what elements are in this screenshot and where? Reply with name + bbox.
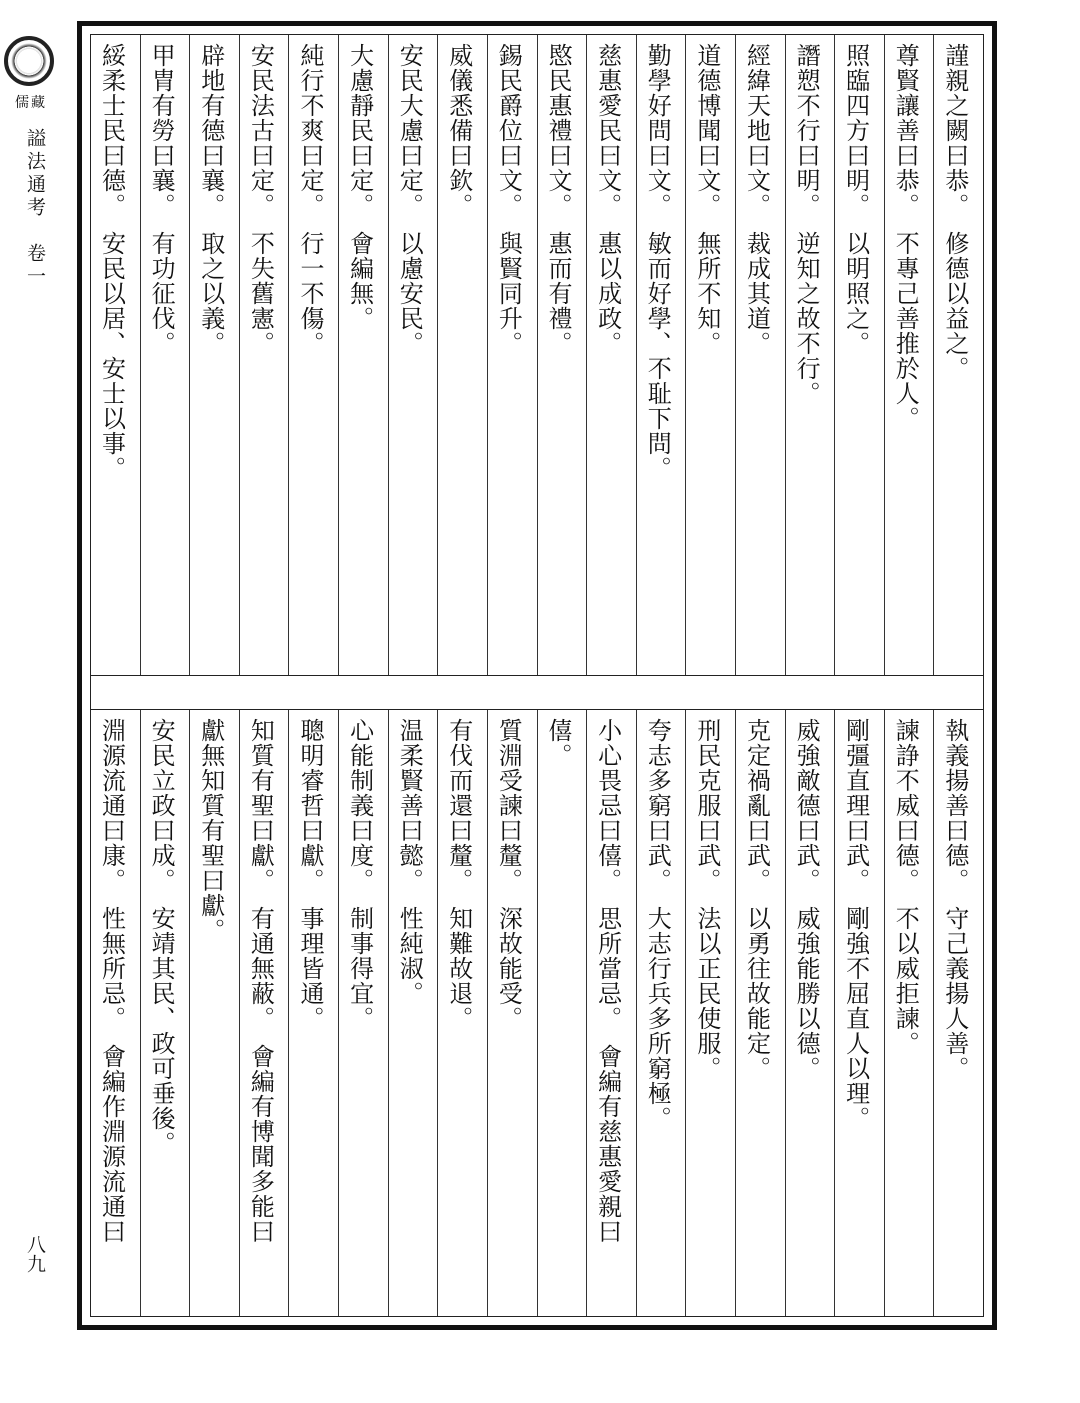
- text-column: [735, 35, 785, 675]
- text-column: [338, 710, 388, 1316]
- column-text: 尊賢讓善曰恭。 不專己善推於人。: [891, 43, 920, 431]
- column-text: 威儀悉備曰欽。: [444, 43, 473, 218]
- text-column: [933, 710, 983, 1316]
- text-column: [189, 710, 239, 1316]
- column-text: 刑民克服曰武。 法以正民使服。: [692, 718, 721, 1081]
- text-column: [437, 710, 487, 1316]
- column-text: 夸志多窮曰武。 大志行兵多所窮極。: [643, 718, 672, 1131]
- column-text: 聰明睿哲曰獻。 事理皆通。: [295, 718, 324, 1031]
- text-column: [338, 35, 388, 675]
- column-text: 淵源流通曰康。 性無所忌。 會編作淵源流通曰: [97, 718, 126, 1244]
- column-text: 獻無知質有聖曰獻。: [196, 718, 225, 943]
- column-text: 譖愬不行曰明。 逆知之故不行。: [792, 43, 821, 406]
- text-column: [288, 35, 338, 675]
- column-text: 錫民爵位曰文。 與賢同升。: [494, 43, 523, 356]
- column-text: 克定禍亂曰武。 以勇往故能定。: [742, 718, 771, 1081]
- text-column: [933, 35, 983, 675]
- column-text: 照臨四方曰明。 以明照之。: [841, 43, 870, 356]
- page-number: 八九: [24, 1235, 46, 1273]
- column-text: 質淵受諫曰釐。 深故能受。: [494, 718, 523, 1031]
- text-column: [388, 35, 438, 675]
- text-column: [785, 35, 835, 675]
- page-frame: [77, 21, 997, 1330]
- text-column: [884, 710, 934, 1316]
- column-text: 愍民惠禮曰文。 惠而有禮。: [544, 43, 573, 356]
- text-column: [586, 710, 636, 1316]
- column-text: 辟地有德曰襄。 取之以義。: [196, 43, 225, 356]
- column-text: 安民立政曰成。 安靖其民、政可垂後。: [147, 718, 176, 1156]
- text-column: [785, 710, 835, 1316]
- page-margin: [0, 0, 70, 1403]
- page-frame-inner: [90, 34, 984, 1317]
- lower-columns: [91, 710, 983, 1316]
- column-text: 諫諍不威曰德。 不以威拒諫。: [891, 718, 920, 1056]
- text-column: [586, 35, 636, 675]
- text-column: [685, 35, 735, 675]
- text-column: [685, 710, 735, 1316]
- column-text: 道德博聞曰文。 無所不知。: [692, 43, 721, 356]
- text-column: [288, 710, 338, 1316]
- text-column: [91, 710, 140, 1316]
- collection-label: 儒藏: [15, 95, 47, 111]
- column-text: 小心畏忌曰僖。 思所當忌。 會編有慈惠愛親曰: [593, 718, 622, 1244]
- text-column: [140, 35, 190, 675]
- column-text: 心能制義曰度。 制事得宜。: [345, 718, 374, 1031]
- text-column: [437, 35, 487, 675]
- text-column: [487, 35, 537, 675]
- column-text: 威強敵德曰武。 威強能勝以德。: [792, 718, 821, 1081]
- text-column: [239, 710, 289, 1316]
- column-text: 有伐而還曰釐。 知難故退。: [444, 718, 473, 1031]
- page-fold-gap: [91, 675, 983, 709]
- text-column: [140, 710, 190, 1316]
- column-text: 經緯天地曰文。 裁成其道。: [742, 43, 771, 356]
- column-text: 勤學好問曰文。 敏而好學、不耻下問。: [643, 43, 672, 481]
- text-column: [239, 35, 289, 675]
- column-text: 僖。: [544, 718, 573, 768]
- upper-columns: [91, 35, 983, 675]
- text-column: [834, 35, 884, 675]
- text-column: [487, 710, 537, 1316]
- text-column: [189, 35, 239, 675]
- text-column: [834, 710, 884, 1316]
- column-text: 剛彊直理曰武。 剛強不屈直人以理。: [841, 718, 870, 1131]
- book-title: 謚法通考 卷一: [24, 128, 46, 289]
- column-text: 安民大慮曰定。 以慮安民。: [395, 43, 424, 356]
- column-text: 慈惠愛民曰文。 惠以成政。: [593, 43, 622, 356]
- column-text: 純行不爽曰定。 行一不傷。: [295, 43, 324, 356]
- text-column: [636, 35, 686, 675]
- lower-half-page: [91, 709, 983, 1316]
- text-column: [91, 35, 140, 675]
- column-text: 温柔賢善曰懿。 性純淑。: [395, 718, 424, 1006]
- column-text: 大慮靜民曰定。 會編無。: [345, 43, 374, 331]
- text-column: [636, 710, 686, 1316]
- upper-half-page: [91, 35, 983, 676]
- text-column: [388, 710, 438, 1316]
- column-text: 知質有聖曰獻。 有通無蔽。 會編有博聞多能曰: [246, 718, 275, 1244]
- collection-seal-icon: [4, 36, 54, 86]
- column-text: 綏柔士民曰德。 安民以居、安士以事。: [97, 43, 126, 481]
- text-column: [735, 710, 785, 1316]
- column-text: 甲胄有勞曰襄。 有功征伐。: [147, 43, 176, 356]
- text-column: [537, 35, 587, 675]
- column-text: 安民法古曰定。 不失舊憲。: [246, 43, 275, 356]
- text-column: [537, 710, 587, 1316]
- text-column: [884, 35, 934, 675]
- column-text: 𧫴親之闕曰恭。 修德以益之。: [940, 43, 969, 381]
- column-text: 執義揚善曰德。 守己義揚人善。: [940, 718, 969, 1081]
